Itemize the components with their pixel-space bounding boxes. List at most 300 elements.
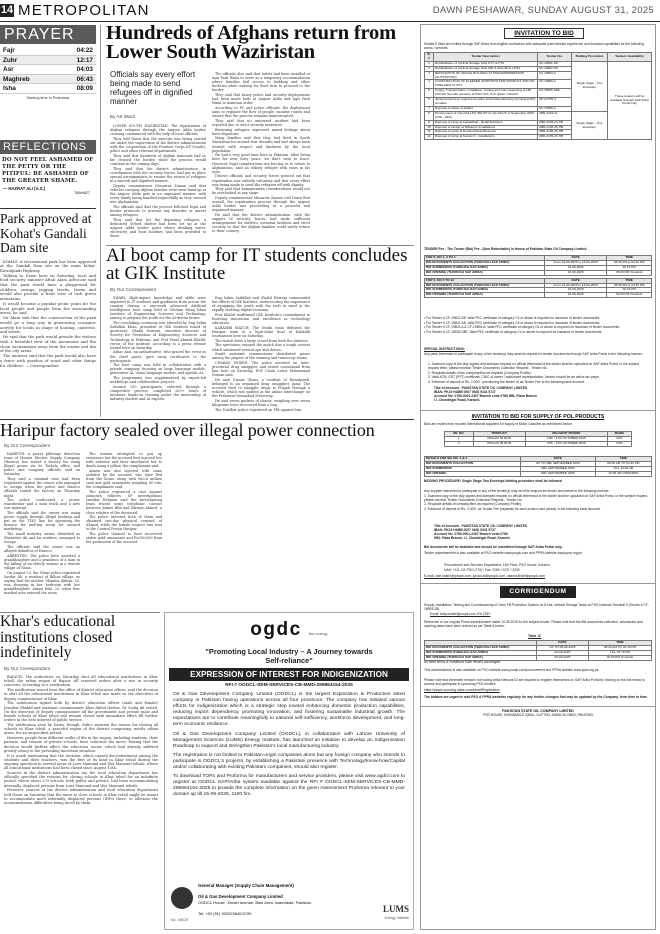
- ogdcl-banner: EXPRESSION OF INTEREST FOR INDIGENIZATION: [169, 668, 409, 681]
- bid-no: ABR-2039-24-HB: [538, 120, 572, 125]
- prayer-name: Zuhr: [3, 56, 18, 64]
- prayer-title: PRAYER: [0, 25, 96, 44]
- pol-title: INVITATION TO BID FOR SUPPLY OF POL PRODUCTS: [471, 414, 605, 420]
- pol-instruction: Any supplier interested to participate in any of the tender(s) may send its request for tender documents in the following manner:: [424, 489, 610, 493]
- paragraph: CHARAS SEIZED: The police arrested an inter-provincial drug smuggler, and seized contraband from him here on Saturday, DSP Chota Lahor Mohammad Noman said.: [212, 360, 310, 378]
- afghans-headline: Hundreds of Afghans return from Lower South Waziristan: [106, 22, 396, 63]
- pol-schedule-label: DETAILS FOR SR. NO. 1 & 2: [425, 457, 521, 462]
- khar-story: [0, 613, 160, 661]
- khar-headline: Khar's educational institutions closed indefinitely: [0, 613, 116, 661]
- paragraph: The spectators enjoyed the match due a tough contest which witnessed several ups and downs.: [212, 343, 310, 352]
- paragraph: Sources in the district administration say the local education department has officially specified the reasons for closing schools in Khar tehsil for an indefinite period, where about 270 schools, both public and private, had been accommodating internally displaced persons from Lowi Mamund and War Mamund tehsils.: [4, 771, 158, 788]
- prayer-name: Asr: [3, 66, 14, 73]
- bid-schedule-block: [424, 278, 652, 299]
- paragraph: On August 25, the Ghazi police registered Sardar Ali, a resident of Bilhar village, as saying that his mother, Shamim Akhtar, 50, was sleeping in her bedroom with her granddaughter, Aimen Bibi, 20, when four masked men entered the room.: [4, 570, 80, 596]
- pol-method: BIDDING PROCEDURE: Single Stage Two Envelope bidding procedure shall be followed: [424, 479, 562, 483]
- bid-schedule-header: TIME: [607, 256, 652, 261]
- pol-schedule-item: BID DOCUMENTS COLLECTION: [425, 461, 521, 466]
- paragraph: Mr Alam said that the construction of the park would go a long way in generating economic activity for locals in shape of boating, canteens, and hotels.: [0, 315, 96, 335]
- bid-bank: [434, 386, 650, 402]
- paragraph: They said that heavy police and security deployments had been made both at Angoor Adda and Agri Park Wana to maintain order.: [212, 93, 310, 106]
- paragraph: They said that for the departing refugees, a dedicated 50-bed shelter had been set up at the Angoor Adda border point where drinking water, electricity and food facilities had been provided to them.: [110, 217, 206, 238]
- corrigendum-closing: The bidders are urged to visit PSO & PPRA websites regularly for any further changes that may be updated by the Company, from time to time.: [424, 695, 648, 699]
- bid-special-item: 1. Scanned copy of the duly signed and stamped request on official letterhead of the bidder shall be uploaded on SAP Ariba Portal. In the subject request letter, please mention Tender Documents Collection Request - Tender No.: [428, 362, 640, 370]
- paragraph: The women attempted to put up resistance but the accused first injected her with sedative and later smothered her to death using a pillow, the complainant said.: [86, 452, 162, 469]
- ogdcl-paragraph: The registration is not limited to Pakistan-origin companies alone but any foreign company who intends to participate in OGDCL's projects, by establishing a Pakistani presence with Technology/know-how/Capital and/or collaborating with existing Pakistani companies, should also register.: [173, 752, 405, 771]
- paragraph: They said that humanitarian considerations would not be overlooked at any stage.: [212, 187, 310, 196]
- pol-header-cell: SR. NO.: [445, 432, 474, 437]
- bid-procedure: Single Stage - Two Envelope: [572, 61, 608, 111]
- bid-schedule-header: DATE: [545, 278, 607, 283]
- pol-schedule-date: 09th SEPTEMBER 2025: [521, 471, 596, 476]
- ogdcl-contact-tel: Tel: +92 (51) 920023640/3795: [198, 911, 252, 916]
- bid-desc: Rehabilitation of Vertical Storage Tank # 07 at KTA: [434, 61, 538, 66]
- corrigendum-row-date: 09-09-2025: [537, 650, 589, 655]
- paragraph: The officials said that the process followed legal and border protocols to prevent any disorder or unrest among refugees.: [110, 204, 206, 217]
- pol-table-wrap: [444, 431, 632, 447]
- bid-no: CF-19806-A: [538, 80, 572, 89]
- pol-header-cell: MODE: [607, 432, 631, 437]
- prayer-footnote: Starting time in Peshawar: [26, 95, 70, 100]
- paragraph: The officials said the owner was an alleged defaulter of Hazeco.: [4, 545, 80, 554]
- bid-no: CF-18935-S8E: [538, 89, 572, 98]
- pol-sr: 1: [445, 436, 474, 441]
- bid-header-cell: Tenders Availability: [608, 53, 652, 62]
- bid-sr: 12: [425, 135, 434, 140]
- pol-schedule-date: UP TO 08th SEPTEMBER 2025: [521, 461, 596, 466]
- paragraph: He said that the park would provide the visitors with a beautiful view of the mountains and the clean environment away from the smoke and din of the city areas.: [0, 334, 96, 354]
- bid-desc: Disposal of sludge at Shikarpur Installations: [434, 125, 538, 130]
- bid-special-title: SPECIAL INSTRUCTIONS:: [424, 347, 465, 351]
- pol-header-cell: PRODUCT: [473, 432, 525, 437]
- gik-body-col1: [110, 296, 206, 416]
- bid-bullet: • For Tender # CF-18935-S8E: Valid PEC certificate of category C4 or above is required for issuance of tender documents.: [424, 329, 603, 334]
- reflections-source: — HAZRAT ALI (A.S.): [3, 186, 46, 191]
- bid-table: [424, 52, 652, 140]
- corrigendum-table-title: Table 'A': [528, 634, 542, 638]
- afghans-deck: Officials say every effort being made to send refugees off in dignified manner: [110, 70, 196, 106]
- bid-no: CF-19802-S8: [538, 66, 572, 71]
- corrigendum-other: All other terms & conditions shall remain unchanged.: [424, 660, 501, 664]
- bid-schedule-label: FOR S. NO 5 TO 12: [425, 278, 545, 283]
- paragraph: The small industry owner, identified as Shamsher Ali and his workers, managed to escape.: [4, 532, 80, 545]
- prayer-name: Maghreb: [3, 75, 30, 83]
- bid-procedure: Single Stage - One Envelope: [572, 111, 608, 139]
- bid-bank-title: Title of Account - PAKISTAN STATE OIL COMPANY LIMITED: [434, 386, 528, 390]
- bid-schedule-item: BID SUBMISSION (THROUGH SAP ARIBA): [425, 288, 545, 293]
- corrigendum-table: [424, 640, 652, 661]
- bid-special-item: 2. Requisite details of the company/firm as required (Company Profile).: [428, 370, 532, 375]
- bid-bullet: • For Tender # CF-19803-A & CF-19806-A: Valid PEC certificate of category C6 or above is required for issuance of tender documents.: [424, 325, 621, 330]
- bid-note: TENDER Fee - The Tender (Bid) Fee - (Non Refundable) in favour of Pakistan State Oil Company Limited.: [424, 247, 588, 251]
- haripur-body-col4: [252, 452, 330, 608]
- bid-schedule-date: 16-09-2025: [545, 265, 607, 270]
- corrigendum-row-item: BID OPENING (THROUGH SAP ARIBA): [425, 655, 537, 660]
- ogdcl-rfi: RFI # OGDCL-SEM-SERVICES-CB-MMD-295864154-2025: [225, 683, 353, 688]
- pol-bank-account: Account No. 0786-0001-2457 Branch code 0786: [434, 532, 508, 536]
- pol-schedule-time: 10:30 AM ONWARDS: [595, 471, 651, 476]
- pol-bank: [434, 524, 650, 540]
- pol-instructions: [424, 489, 652, 511]
- paragraph: Talking to Dawn here on Saturday, local and food security minister Aftab Alam Advocate said that the park would have a playground for children, swings, jogging tracks, lawns and would also provide a front view of lush green mountains.: [0, 272, 96, 301]
- pol-row: [445, 441, 632, 446]
- prayer-time: 08:09: [76, 85, 93, 92]
- corrigendum-link[interactable]: https://psopk.sourcing.ariba.com/ad/selfRegistration: [424, 688, 500, 692]
- corrigendum-item: Supply, Installation, Testing and Commissioning of Oven Fill Protection System on 8 nos. Vertical Storage Tanks at PSO Keamari Terminal II (Tender # CF-18993-S8).: [424, 603, 649, 611]
- ogdcl-contact-address: OGDCL House, Jinnah Avenue, Blue Area, Islamabad, Pakistan.: [198, 900, 313, 905]
- prayer-time: 06:43: [76, 75, 93, 83]
- haripur-story: [0, 421, 414, 439]
- pol-instruction: 3. Evidence of deposit of Rs. 2,000/- as Tender Fee (separate for each product and period) in the following bank account:: [424, 506, 601, 511]
- paragraph: Deputy commissioner Musarrat Zaman told Dawn that overall, the repatriation process through the Angoor Adda border was proceeding in a peaceful and organised manner.: [212, 196, 310, 213]
- reflections-title: REFLECTIONS: [0, 140, 96, 154]
- pol-phone: UAN: +111 111 PSO (776) / Fax: 2269 / 2237 / 2230: [444, 568, 520, 572]
- corrigendum-footer2: Please note that interested vendors not having Ariba Network ID are required to register themselves on SAP Ariba Portal by clicking on the link below to access and participate in upcoming PSO tenders.: [424, 678, 645, 686]
- bid-desc: Rehabilitation of Vertical Storage Tank #05 & Tank #8 at LMTA: [434, 66, 538, 71]
- reflections-ref: 78AH627: [74, 191, 90, 195]
- bid-schedule-row: [425, 270, 652, 275]
- ogdcl-tagline: the energy: [308, 631, 328, 636]
- paragraph: The notification issued from the office of district education officer, said the decision to shut all the educational institutions in Khar tehsil was made on the directives of deputy commissioner of Khar.: [4, 688, 158, 701]
- bid-header-cell: Sr. #: [425, 53, 434, 62]
- pol-procurement: Procurement and Services Department, 11th Floor, PSO House, Karachi.: [444, 563, 551, 567]
- pol-schedule-header: TIME: [595, 457, 651, 462]
- reflections-quote: DO NOT FEEL ASHAMED OF THE PETTY OR THE PITIFUL: BE ASHAMED OF THE GREATER SHAME.: [2, 157, 94, 184]
- paragraph: SWABI: High-impact knowledge and skills were imparted to IT students and graduates from across the country during a one-week advanced Artificial Intelligence boot camp held at Ghulam Ishaq Khan Institute of Engineering Sciences and Technology, aiming to prepare the youth for the AI-driven future.: [110, 296, 206, 321]
- bid-header-cell: Tender Description: [434, 53, 538, 62]
- bid-bullets: [424, 316, 652, 334]
- corrigendum-header-cell: TIME: [588, 641, 651, 646]
- khar-body: [4, 675, 158, 927]
- bid-schedule-item: BID SUBMISSION (THROUGH SAP ARIBA): [425, 265, 545, 270]
- paragraph: LOWER SOUTH WAZIRISTAN: The repatriation of Afghan refugees through the Angoor Adda border crossing commenced with the help of local officials.: [110, 124, 206, 137]
- pol-period: 13th - 17th OCTOBER 2025: [525, 436, 607, 441]
- paragraph: Many families said that they had lived in South Waziristan for around four decades and had always been treated with respect and kindness by the local population.: [212, 136, 310, 153]
- bid-sr: 2: [425, 66, 434, 71]
- corrigendum-footer1: This advertisement is also available on PSO website www.psopk.com/procurement and PPRA website www.ppra.org.pk.: [424, 668, 600, 672]
- paragraph: They said that hundreds of Afghan nationals had so far crossed the border, while the process would continue in the coming days.: [110, 153, 206, 167]
- paragraph: He said Usman Ghani, a resident of Rawalpindi, belonged to an organised drug smugglers gang. The accused tried to smuggle drugs to Punjab through a vehicle, which was parked at the Anbar interchange on the Peshawar-Islamabad Motorway.: [212, 377, 310, 399]
- bid-desc: Disposal of scrap at Kemari II - Installations: [434, 135, 538, 140]
- bid-special-intro: Any party interested to participate in any of the tender(s) may send its request for tender documents through SAP Ariba Portal in the following manner:: [424, 352, 643, 356]
- pol-schedule: [424, 456, 652, 477]
- bid-intro: Sealed E-Bids are invited through SAP Ariba from eligible contractors with adequate past relevant experience and financial capabilities for the following works / services:: [424, 42, 644, 50]
- prayer-time: 04:03: [76, 66, 93, 73]
- haripur-body-col2: [86, 452, 162, 608]
- paragraph: It is worth mentioning that the decision, which caused discontentment among the students and their teachers, was the first of its kind in Khar tehsil during the ongoing operation in several areas of Lowi Mamund and War Mamund tehsils, where all educational institutions had been closed since August 12th.: [4, 753, 158, 771]
- pso-name: PAKISTAN STATE OIL COMPANY LIMITED: [502, 709, 574, 713]
- afghans-body-col3: [316, 72, 414, 242]
- paragraph: The police arrested both of them and obtained two-day physical remand of Ahmed, while the female suspect was sent to the Central Prison Haripur.: [86, 515, 162, 532]
- corrigendum-ref: Reference to our original Press advertisement dated 10.08.2025 for the subject tender. Please note that the Bid documents collection, submission and opening dates have been revised as per Table A below:: [424, 620, 643, 628]
- dateline: DAWN PESHAWAR, SUNDAY AUGUST 31, 2025: [432, 5, 654, 16]
- pol-product: MOGAS 92 RON: [473, 436, 525, 441]
- corrigendum-row-item: BID DOCUMENTS COLLECTION (THROUGH SAP ARIBA): [425, 645, 537, 650]
- paragraph: The officials also said that toilets had been installed at Agri Park Wana to serve as a temporary accommodation where families had access to bedding and other facilities while waiting for their turn to proceed to the border.: [212, 72, 310, 93]
- paragraph: The programme was supplemented by expert-led workshops and collaborative projects.: [110, 376, 206, 385]
- pol-email: E-mail: zain.shaikh@psopk.com, junaid.ali@psopk.com, usama.khatri@psopk.com: [424, 574, 546, 578]
- bid-schedule-item: BID OPENING (THROUGH SAP ARIBA): [425, 293, 545, 298]
- pol-contact: Tender advertisement is also available at PSO website www.psopk.com and PPRA website www.ppra.org.pk.: [424, 551, 583, 555]
- bid-schedule-header: TIME: [607, 278, 652, 283]
- prayer-row: [0, 46, 96, 56]
- paragraph: Deputy commissioner Musarrat Zaman said that vehicles carrying Afghan families were seen lined up at the Angoor Adda gate in an organised manner, with every family being handled respectfully as they crossed into Afghanistan.: [110, 183, 206, 205]
- bid-schedule-date: 16-09-2025: [545, 288, 607, 293]
- pol-instruction: 2. Requisite details of company/firm as required (Company Profile).: [424, 502, 523, 506]
- bid-desc: Procurement of Imported LPG 960 MT for the Month of September 2025 (27th - 29th): [434, 111, 538, 120]
- paragraph: The minister said that the park would also have a fence with gazebos of wood and other things for children. — Correspondent: [0, 353, 96, 368]
- bid-schedule-time: 03:00 PM Onwards: [607, 293, 652, 298]
- bid-sr: 8: [425, 111, 434, 120]
- corrigendum-row-time: TILL 02:15 PM: [588, 650, 651, 655]
- bid-no: ABR-2219-2L: [538, 111, 572, 120]
- paragraph: Eng Salim Saifullah and Shakil Durrani commended the efforts of GIK Institute, underscoring the importance of equipping the youth with the tools to excel in the rapidly evolving digital economy.: [212, 296, 310, 313]
- park-headline: Park approved at Kohat's Gandali Dam site: [0, 211, 92, 255]
- paragraph: According to FC and police officials, the deployment aims to regulate the flow of people, monitor routes and ensure that the process remains uninterrupted.: [212, 105, 310, 119]
- corrigendum-title: CORRIGENDUM: [500, 586, 576, 598]
- bid-desc: Disposal of scrap at Dohiani-Retail Business: [434, 130, 538, 135]
- bid-table-wrap: [424, 52, 652, 140]
- pso-footer: [420, 706, 656, 720]
- paragraph: The concluding ceremony was attended by Eng Salim Saifullah Khan, president of GIK Institute board of governors; Shakil Durrani, executive director of Society for Promotion of Engineering Sciences and Technology in Pakistan; and Prof Fazal Ahmad Khalid, rector of the institute, according to a press release issued here on Saturday.: [110, 321, 206, 350]
- paragraph: Swabi assistant commissioner distributed prizes among the players of the winning and runner-up teams.: [212, 352, 310, 361]
- paragraph: The notification seen by Dawn, though, didn't mention the reason for closing all schools in Khar tehsil, a peaceful region of the district comprising mostly urban areas, for an unspecified period.: [4, 723, 158, 736]
- bid-sr: 10: [425, 125, 434, 130]
- paragraph: They said that no untoward incident had been reported due to strict security measures.: [212, 118, 310, 127]
- corrigendum-row-date: 09-09-2025: [537, 655, 589, 660]
- bid-schedule-date: From 01-09-2025 to 15-09-2025: [545, 283, 607, 288]
- paragraph: The boot camp was held in collaboration with a private company, focusing on large language models, generative AI, vision language models, and agentic AI.: [110, 363, 206, 376]
- paragraph: They said a criminal case had been registered against the owner, who managed to escape when the police and Hazeco officials raided the factory on Thursday night.: [4, 477, 80, 498]
- gik-byline: By Our Correspondent: [110, 287, 156, 292]
- paragraph: They told Dawn that the exercise was being carried out under the supervision of the district administration with the cooperation of the Frontier Corps KP (South), police and other relevant departments.: [110, 136, 206, 154]
- ogdcl-paragraph: Oil & Gas Development Company Limited (OGDCL) is the largest Exploration & Production listed company in Pakistan having operations across all four provinces. The company has initiated various efforts for indigenization which is a strategic step toward enhancing domestic production capabilities, reducing import dependency, promoting innovation, and fostering sustainable industrial growth. The expectations are to contribute meaningfully to national self-sufficiency, workforce development, and long-term economic resilience.: [173, 692, 405, 728]
- gik-body-col2: [212, 296, 310, 416]
- khar-byline: By Our Correspondent: [4, 666, 50, 671]
- prayer-row: [0, 56, 96, 66]
- bid-desc: Janitorial Services required at Lalkot Garhi Manufacturing Terminal (LMT) at Lalkot: [434, 98, 538, 107]
- bid-special-item: 4. Evidence of deposit of Rs. 2,000/- (mentioning the tender #) as Tender Fee in the following bank account:: [428, 379, 586, 384]
- haripur-body-col3: [168, 452, 246, 608]
- bid-schedule-date: 16-09-2025: [545, 270, 607, 275]
- pol-bank-iban: IBAN: PK19 HABB 0007 0640 9341 5727: [434, 528, 496, 532]
- pol-product: MOGAS 95 RON: [473, 441, 525, 446]
- corrigendum-row-time: 03:00 PM Onwards: [588, 655, 651, 660]
- prayer-time: 04:22: [76, 47, 93, 54]
- corr-table-wrap: [424, 640, 652, 661]
- afghans-body-col2: [212, 72, 310, 242]
- reflections-box: [0, 140, 96, 206]
- bid-sr: 11: [425, 130, 434, 135]
- gik-body-col3: [316, 296, 414, 416]
- prayer-name: Fajr: [3, 47, 15, 54]
- bid-sr: 5: [425, 89, 434, 98]
- pol-instruction: 1. Scanned copy of the duly signed and stamped request on official letterhead of the bidder shall be uploaded on SAP Ariba Portal. In the subject request, please mention Tender Documents Collection Request - Tender No.: [424, 493, 648, 502]
- pol-sched-wrap: [424, 456, 652, 477]
- ogdcl-contact-logo: [171, 887, 193, 909]
- gik-story: [106, 245, 414, 284]
- prayer-row: [0, 84, 96, 94]
- paragraph: They said that the district administration, in coordination with the security forces, had put in place special arrangements to ensure the return of refugees in a smooth and dignified manner.: [110, 166, 206, 183]
- paragraph: KARAMBI MATCH: The Swabi team defeated the Haripur team in a high-stake final of Kabaddi tournament here on Saturday.: [212, 325, 310, 339]
- corrigendum-row-date: UP TO 08-09-2025: [537, 645, 589, 650]
- haripur-body-col5: [336, 452, 414, 608]
- paragraph: However, sources at the district administration and local education department told Dawn on Saturday that the move to close schools in Khar tehsil might be meant to accommodate more internally displaced persons (IDPs) there, to alleviate the accommodation difficulties being faced by them.: [4, 788, 158, 806]
- pol-schedule-row: [425, 471, 652, 476]
- prayer-row: [0, 65, 96, 75]
- bid-availability: These tenders will be available through SAP Ariba Portal only: [608, 61, 652, 139]
- ogdcl-ad: [164, 612, 414, 930]
- pol-schedule-item: BID SUBMISSION: [425, 466, 521, 471]
- paragraph: He said that the district administration, with the support of security forces, had made sufficient arrangements for shelters, essential facilities and strict security so that the Afghan families could safely return to their country.: [212, 213, 310, 234]
- bid-schedule-item: BID OPENING (THROUGH SAP ARIBA): [425, 270, 545, 275]
- pol-schedule-time: 08:30 AM TO 04:30 PM: [595, 461, 651, 466]
- paragraph: The notification signed both by district education officer (male and female) Jawahar Shahid and assistant commissioner Khar Abdul Hafeez, Dr Sadiq Ali stated, On the direction of deputy commissioner all the government and private male and female schools of Khar tehsil will remain closed with immediate effect till further orders in the best interest of public service.: [4, 701, 158, 723]
- corrigendum-row-time: 08:30 AM TO 04:30 PM: [588, 645, 651, 650]
- pso-address: PSO HOUSE, KHAYABAN-E-IQBAL, CLIFTON, KARACHI-75600, PAKISTAN: [483, 713, 593, 717]
- bid-desc: Supply, Transportation, Installation, Testing and Commissioning of 150 KVA DC Set with warranty at PSO CFS, Port Qasim, Karachi: [434, 89, 538, 98]
- paragraph: The Totalbar police registered an FIR against him.: [215, 407, 302, 412]
- page-number: 14: [0, 4, 14, 16]
- ogdcl-body: [173, 692, 405, 872]
- bid-header-cell: Bidding Procedure: [572, 53, 608, 62]
- pol-period: 27th - 27th OCTOBER 2025: [525, 441, 607, 446]
- bid-sr: 7: [425, 106, 434, 111]
- bid-desc: Disposal of waste at Sialkot: [434, 106, 538, 111]
- park-story: [0, 212, 96, 417]
- paragraph: Aimen was also injected with some sedative by the accused, who later fled from the house along with Rs3.4 million cash and gold ornaments weighing 80 tola, the complainant said.: [86, 468, 162, 490]
- bid-desc: Disposal of scrap at Faisalabad - Retail Business: [434, 120, 538, 125]
- park-body: [0, 260, 96, 410]
- haripur-byline: By Our Correspondent: [4, 443, 50, 448]
- paragraph: The police confiscated a power transformer and a mini truck and a new raw material.: [4, 498, 80, 511]
- pol-schedule-date: 09th SEPTEMBER 2025: [521, 466, 596, 471]
- pol-schedule-item: BID OPENING: [425, 471, 521, 476]
- afghans-byline: By AK Wazir: [110, 114, 136, 119]
- paragraph: Azhar Aziz, an authoritative, who graced the event as the chief guest, gave away certificates to the participants.: [110, 350, 206, 363]
- paragraph: District officials and security forces pointed out that repatriation was entirely voluntary and that every effort was being made to send the refugees off with dignity.: [212, 174, 310, 187]
- paragraph: Returning refugees expressed mixed feelings about their departure.: [212, 127, 310, 136]
- pol-mode: CFR: [607, 436, 631, 441]
- prayer-row: [0, 75, 96, 85]
- bid-no: CF-19586-A: [538, 106, 572, 111]
- bid-schedule-time: 02:15 PM: [607, 288, 652, 293]
- paragraph: KOHAT: A recreational park has been approved at the Gandali Dam site on the main Kohat-Rawalpindi Highway.: [0, 259, 96, 273]
- haripur-body-col1: [4, 452, 80, 608]
- bid-sr: 9: [425, 120, 434, 125]
- pol-schedule-header: DATE: [521, 457, 596, 462]
- masthead: [0, 0, 660, 22]
- bid-sr: 4: [425, 80, 434, 89]
- ogdcl-contact-company: Oil & Gas Development Company Limited: [198, 894, 283, 899]
- prayer-name: Isha: [3, 85, 16, 92]
- bid-title: INVITATION TO BID: [504, 28, 584, 39]
- bid-desc: CONSTRUCTION OF SLEEPER SUPPORTS FOR PRODUCT AND FW PIPELINES AT ZOT: [434, 80, 538, 89]
- paragraph: It would become a popular picnic point for the local people and people from the surrounding areas, he said.: [0, 301, 96, 316]
- paragraph: HARIPUR: A power pilferage detection team of Hazara Electric Supply Company (Hazeco) has sealed a factory for using illegal power via its Tarbela office, and police and company officials said on Saturday.: [4, 452, 80, 477]
- bid-sr: 1: [425, 61, 434, 66]
- ogdcl-logo-area: [165, 613, 413, 645]
- pol-bank-branch: HBL Plaza Branch, I.I. Chundrigar Road, Karachi.: [434, 536, 511, 540]
- gik-headline: AI boot camp for IT students concludes at GIK Institute: [106, 245, 408, 284]
- paragraph: The match drew a large crowd from both the districts.: [215, 338, 309, 343]
- prayer-table: [0, 46, 96, 94]
- bid-schedule-label: FOR S. NO 1, 3 TO 4: [425, 256, 545, 261]
- ogdcl-contact: [171, 881, 341, 927]
- paragraph: However, people from different walks of life in the region, including students, their parents, and owners of private schools, have criticised the move, fearing that the decision would further affect the education sector, which had already suffered greatly owing to the prevailing uncertain situation.: [4, 736, 158, 753]
- paragraph: ARRESTED: The police have arrested a granddaughter and a grandson of a man in the killing of an elderly woman in a remote village of Ghazi.: [4, 553, 80, 571]
- lums-logo: [349, 897, 409, 919]
- bid-schedule-time: 08:30 AM to 04:30 PM: [607, 283, 652, 288]
- pol-schedule-time: TILL 10:00 AM: [595, 466, 651, 471]
- bid-schedule-header: DATE: [545, 256, 607, 261]
- bid-special-item: 3. Valid NTN, GST (PST) certificate, CNIC of owner / authorized representative. Vendor should be an active tax payer.: [428, 375, 600, 379]
- bid-special-items: [428, 362, 650, 384]
- afghans-body-col1: [110, 124, 206, 242]
- bid-no: ABR-2199-25-HB: [538, 135, 572, 140]
- bid-schedule-date: 16-09-2025: [545, 293, 607, 298]
- bid-sr: 6: [425, 98, 434, 107]
- pol-mode: CFR: [607, 441, 631, 446]
- bid-desc: RENOVATION OF OFFICE BUILDING AT SMO/SWM/MMO/SUP (OUTSTATION): [434, 71, 538, 80]
- corrigendum-row-item: BID SUBMISSION (THROUGH SAP ARIBA): [425, 650, 537, 655]
- ogdcl-paragraph: To download TORs and Proforma for manufacturers and service providers, please visit www.ogdcl.com to register at OGDCL SAP/Ariba system available against the RFI # OGDCL-SEM-SERVICES-CB-MMD-295864154-2025 to provide the complete information on the given Assessment Proforma relevant to your domain up till 15-09-2025, 1100 hrs.: [173, 774, 405, 798]
- bid-schedule: [424, 255, 652, 300]
- pol-submit-note: Bid documents will be available and should be submitted through SAP Ariba Portal only.: [424, 545, 563, 549]
- lums-sub: Energy Institute: [384, 916, 409, 920]
- bid-no: ABR-2196-25-HB: [538, 130, 572, 135]
- haripur-headline: Haripur factory sealed over illegal power connection: [0, 420, 375, 440]
- pol-bank-title: Title of Account - PAKISTAN STATE OIL COMPANY LIMITED: [434, 524, 528, 528]
- bid-schedule-date: From 01-09-2025 to 15-09-2025: [545, 260, 607, 265]
- bid-schedule-item: BID DOCUMENTS COLLECTION (THROUGH SAP ARIBA): [425, 260, 545, 265]
- paragraph: Prof Khalid reaffirmed GIK Institute's commitment to fostering innovation and excellence in technology education.: [212, 312, 310, 326]
- corrigendum-email: Email: tariq.shakir@psopk.com, Ext 2257: [430, 612, 491, 616]
- ogdcl-contact-title: General Manager (Supply Chain Management): [198, 883, 294, 888]
- bid-no: CF-19601-S8: [538, 61, 572, 66]
- bid-bank-account: Account No: 0786-0001-2457 Branch code 0786 HBL Plaza Branch: [434, 394, 538, 398]
- bid-schedule-time: 08:30 AM to 04:30 PM: [607, 260, 652, 265]
- lums-text: LUMS: [382, 904, 409, 914]
- bid-no: OP-01756-S: [538, 98, 572, 107]
- bid-schedule-item: BID DOCUMENTS COLLECTION (THROUGH SAP ARIBA): [425, 283, 545, 288]
- bid-bullet: • For Tender # CF-19601-S8: Valid PEC certificate of category C4 or above is required for issuance of tender documents.: [424, 316, 601, 320]
- bid-bank-iban: IBAN: PK19 HABB 0007 0640 9341 5727: [434, 390, 496, 394]
- bid-header-cell: Tender No.: [538, 53, 572, 62]
- bid-bullet: • For Tender # CF-19802-S8: Valid PEC certificate of category C5 or above is required for issuance of tender documents.: [424, 320, 601, 325]
- prayer-time: 12:17: [76, 56, 93, 64]
- bid-no: ABR-2193-25-HB: [538, 125, 572, 130]
- paragraph: BAJAUR: The authorities on Saturday shut all educational institutions in Khar tehsil, the urban region of Bajaur, till renewed orders after a rise in security concerns, according to a notification.: [4, 675, 158, 688]
- prayer-box: [0, 25, 96, 137]
- ogdcl-paragraph: Oil & Gas Development Company Limited (OGDCL), in collaboration with Lahore University of Management Sciences (LUMS) Energy Institute, has launched an initiative to develop an Indigenization Roadmap to support and strengthen Pakistan's local manufacturing industry.: [173, 731, 405, 749]
- paragraph: The officials said the owner was using power supply through illegal hooking and put on the 11KV line for operating the furnace for melting scrap for onward marketing.: [4, 511, 80, 532]
- bid-bank-address: I.I. Chundrigar Road, Karachi.: [434, 398, 481, 402]
- bid-schedule-block: [424, 255, 652, 276]
- paragraph: He said seven packets of charas, weighing over seven kilograms were recovered from a bag.: [212, 399, 310, 408]
- corrigendum-header-cell: DATE: [537, 641, 589, 646]
- pol-intro: Bids are invited from reputed international suppliers for supply of Motor Gasoline as mentioned below:: [424, 422, 573, 426]
- paragraph: The police claimed to have recovered stolen gold ornaments and Rs350,000 from the possession of the accused.: [86, 532, 162, 545]
- bid-no: CF-19803-A: [538, 71, 572, 80]
- bid-schedule-row: [425, 293, 652, 298]
- ogdcl-ad-number: No. 198/25: [171, 918, 189, 922]
- paragraph: The police registered a case against unknown robbers. SP investigations Jamiltar Rehman said the investigating team traced some telephonic contact between Aimen Bibi and Rizwan Ahmed, a close relative of the deceased.: [86, 490, 162, 515]
- paragraph: Around 150 participants, selected through a competitive process, completed 200+ hours of intensive hands-on training under the mentorship of industry leaders and AI experts.: [110, 384, 206, 402]
- paragraph: We had a very good time here in Pakistan. After living here for over forty years, we don't wish to leave. However, legal complications are forcing us to return to Afghanistan, said an elderly refugee with tears in his eyes.: [212, 153, 310, 174]
- pol-header-cell: DELIVERY PERIOD: [525, 432, 607, 437]
- pso-notices: [420, 24, 656, 930]
